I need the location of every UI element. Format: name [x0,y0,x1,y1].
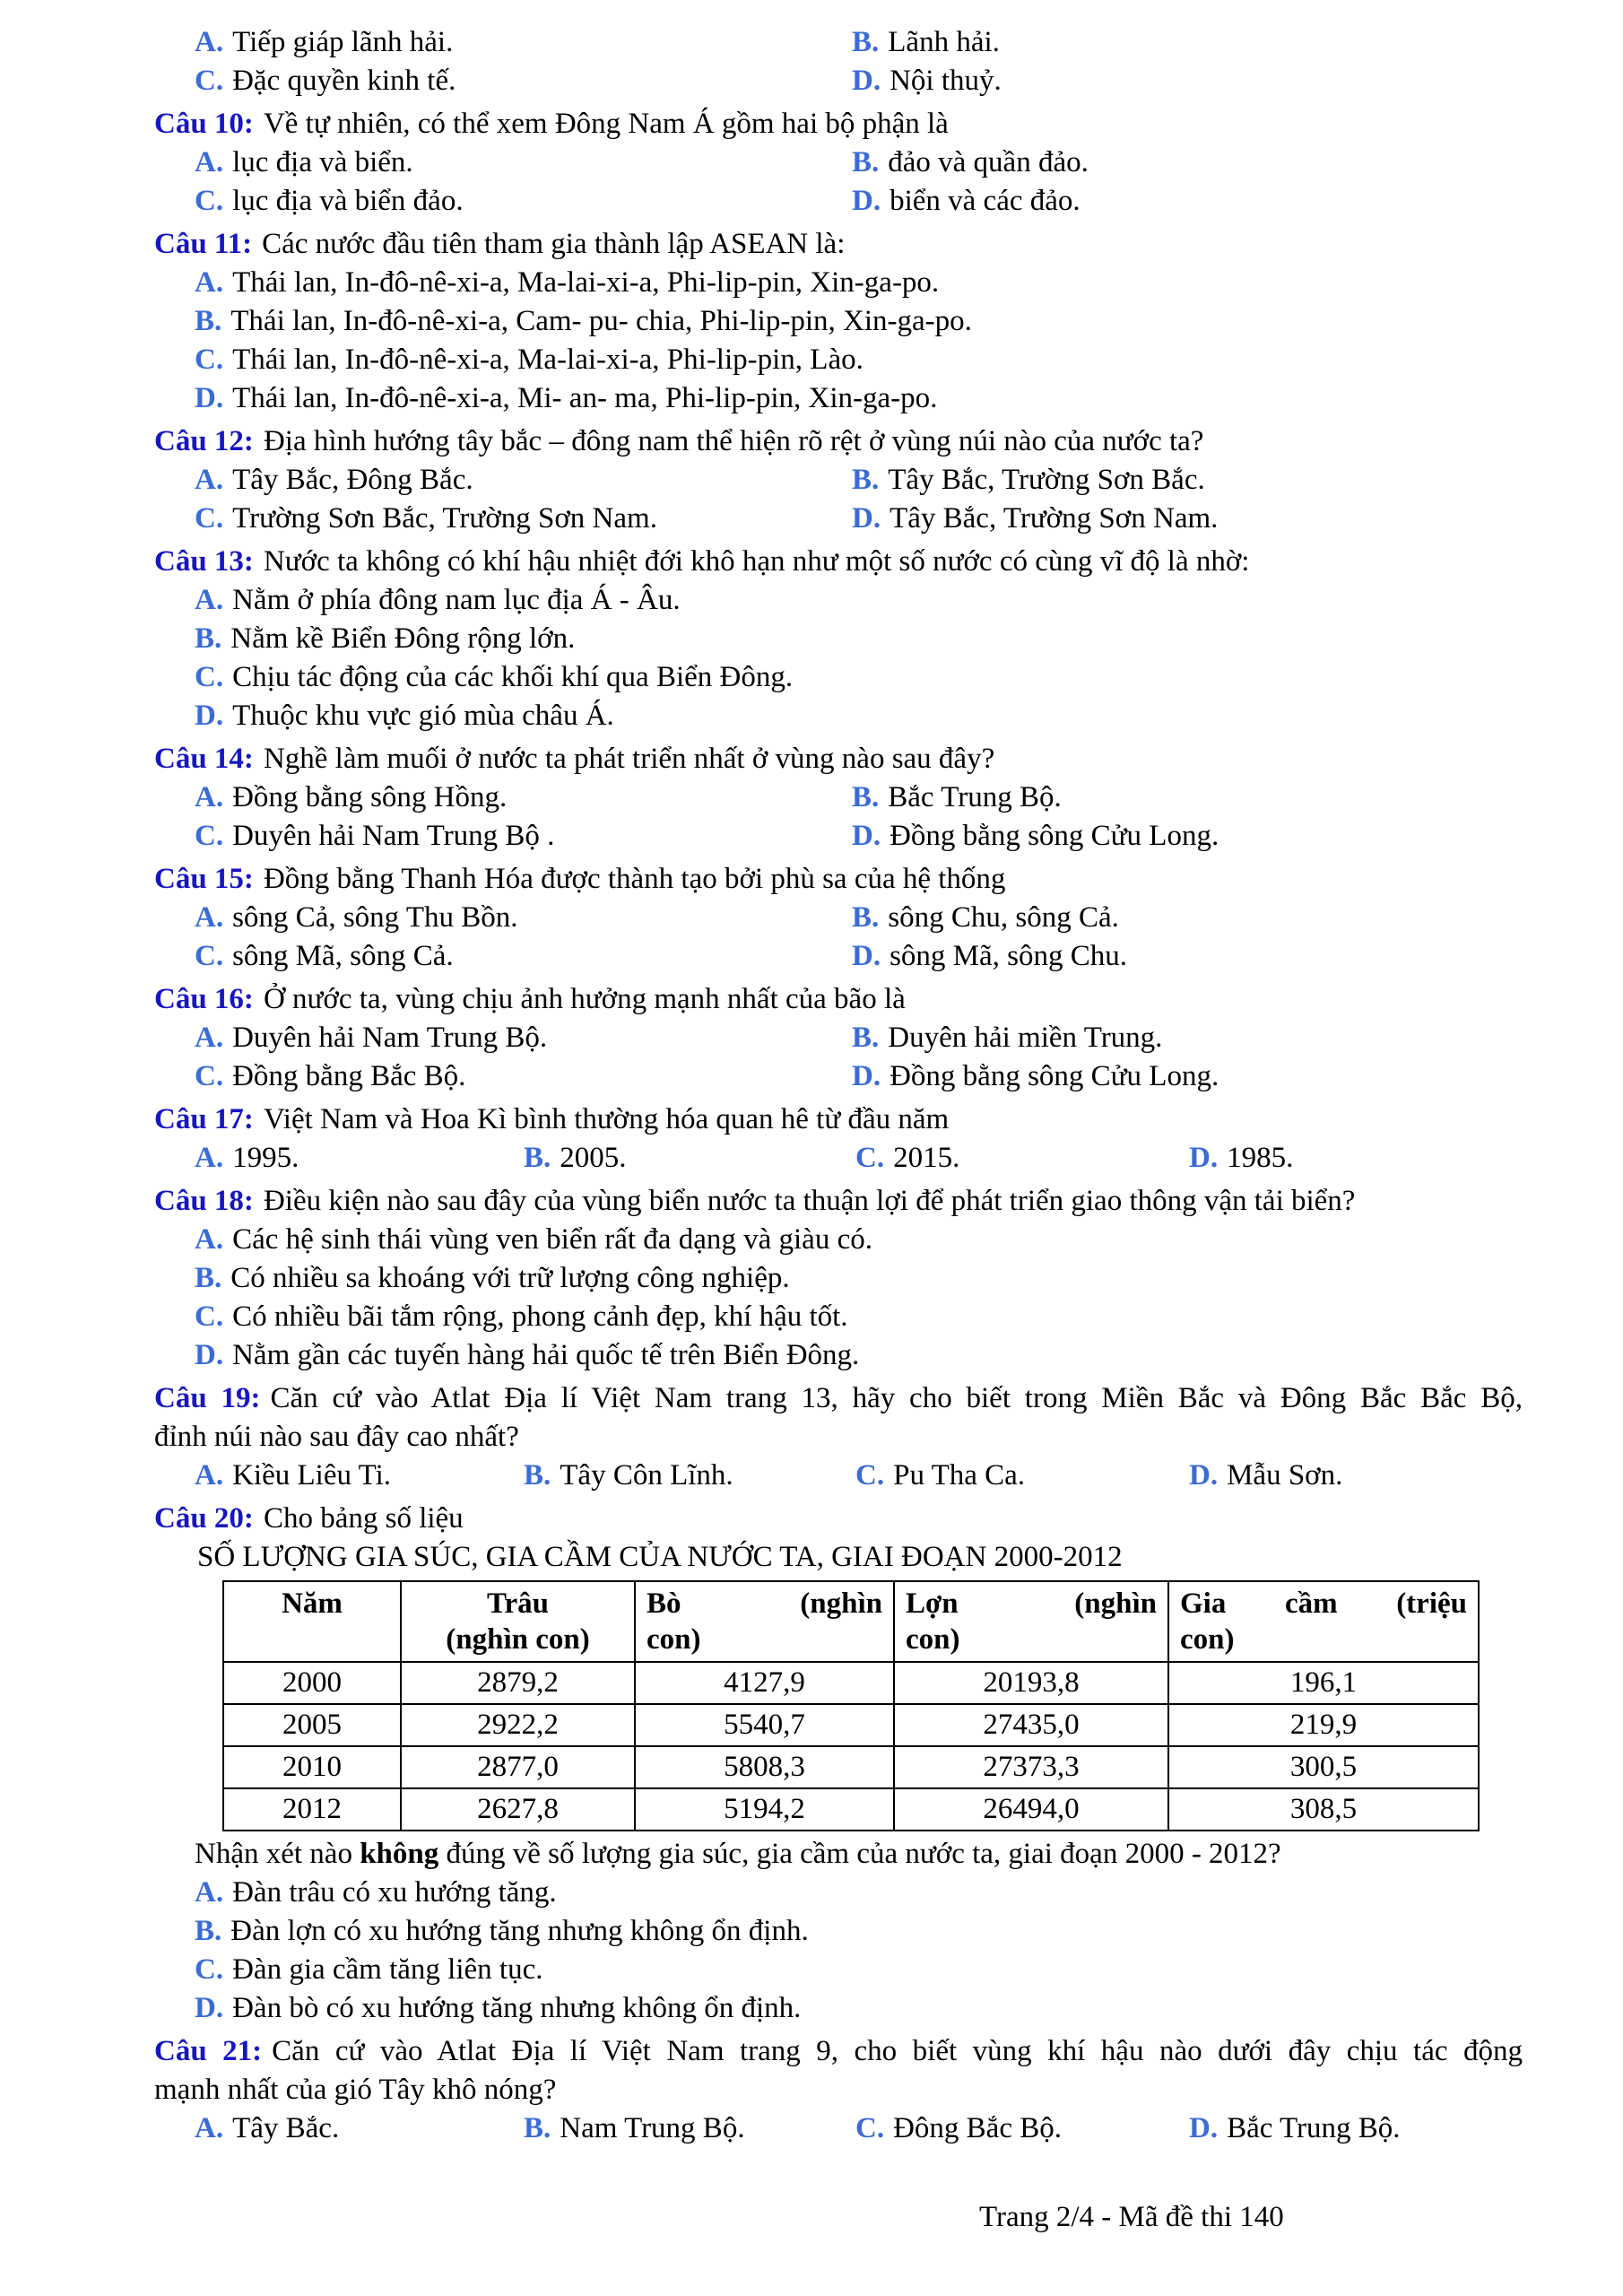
option-item [154,500,852,538]
table-cell: 2005 [223,1704,401,1746]
option-letter: C. [195,940,224,972]
option-text: Bắc Trung Bộ. [1227,2112,1401,2144]
option-item [154,461,852,500]
option-letter: D. [195,1992,224,2024]
table-cell: 2000 [223,1662,401,1704]
option-item [154,1298,1523,1336]
question-block [154,980,1523,1096]
option-item [154,899,852,937]
question-number: Câu 12: [154,425,254,457]
option-letter: D. [195,1339,224,1371]
option-item [154,620,1523,658]
option-text: Đồng bằng sông Hồng. [232,781,508,813]
table-header-cell [894,1581,1168,1662]
option-text: Đồng bằng sông Cửu Long. [890,820,1219,852]
question-stem [154,1500,1523,1538]
question-block [154,2032,1523,2148]
question-stem [154,980,1523,1019]
option-text: lục địa và biển đảo. [232,185,464,217]
option-letter: C. [195,344,224,376]
option-text: 1995. [232,1142,299,1174]
question-stem [154,422,1523,461]
table-title: SỐ LƯỢNG GIA SÚC, GIA CẦM CỦA NƯỚC TA, GIAI ĐOẠN 2000-2012 [197,1541,1123,1573]
option-item [154,697,1523,735]
option-item [852,899,1523,937]
question-stem-text: Nước ta không có khí hậu nhiệt đới khô hạn như một số nước có cùng vĩ độ là nhờ: [263,545,1250,578]
option-letter: D. [1189,1459,1219,1492]
option-text: Pu Tha Ca. [893,1459,1026,1492]
option-item [154,23,852,62]
question-block [154,23,1523,100]
options-group [154,1221,1523,1375]
question-stem-text: mạnh nhất của gió Tây khô nóng? [154,2074,557,2106]
option-letter: C. [195,185,224,217]
table-header-line: Lợn (nghìn [906,1587,1157,1620]
option-letter: B. [195,1915,222,1947]
option-text: Nội thuỷ. [890,65,1002,97]
option-item [154,379,1523,418]
option-letter: A. [195,584,224,616]
option-item [154,1951,1523,1989]
question-stem-text: Cho bảng số liệu [263,1502,464,1535]
option-text: Đồng bằng Bắc Bộ. [232,1060,466,1092]
note-text: đúng về số lượng gia súc, gia cầm của nước ta, giai đoạn 2000 - 2012? [438,1838,1281,1870]
option-letter: B. [524,1459,551,1492]
table-cell: 196,1 [1168,1662,1479,1704]
option-item [154,341,1523,379]
table-cell: 26494,0 [894,1788,1168,1831]
option-letter: C. [195,1060,224,1092]
option-text: Tiếp giáp lãnh hải. [232,26,454,58]
option-letter: A. [195,146,224,178]
table-cell: 5540,7 [635,1704,894,1746]
option-text: Nằm ở phía đông nam lục địa Á - Âu. [232,584,681,616]
option-letter: A. [195,901,224,934]
stem-line [154,2071,1523,2109]
question-number: Câu 11: [154,228,253,260]
option-letter: C. [855,2112,885,2144]
option-text: sông Cả, sông Thu Bồn. [232,901,518,934]
option-letter: C. [195,1300,224,1333]
table-cell: 308,5 [1168,1788,1479,1831]
options-group [154,1019,1523,1096]
table-cell: 2879,2 [401,1662,635,1704]
option-letter: D. [195,382,224,414]
question-block [154,105,1523,221]
note-bold-text: không [360,1838,439,1870]
stem-line [154,1379,1523,1418]
table-header-line: Bò (nghìn [647,1587,882,1620]
question-stem [154,2032,1523,2109]
question-number: Câu 17: [154,1103,254,1135]
option-text: Mẫu Sơn. [1227,1459,1343,1492]
table-header-cell [401,1581,635,1662]
question-block [154,543,1523,735]
option-text: Tây Bắc, Trường Sơn Bắc. [888,464,1205,496]
question-stem-text: Các nước đầu tiên tham gia thành lập ASEAN là: [262,228,846,260]
question-stem [154,1379,1523,1457]
option-item [154,817,852,856]
option-item [154,581,1523,620]
option-letter: B. [195,305,222,337]
table-header-line: Năm [282,1587,343,1620]
option-text: sông Mã, sông Chu. [890,940,1128,972]
table-cell: 2012 [223,1788,401,1831]
option-item [154,264,1523,302]
question-number: Câu 21: [154,2035,263,2067]
option-item [1189,1457,1523,1495]
question-number: Câu 14: [154,743,254,775]
option-letter: D. [852,1060,881,1092]
option-letter: C. [195,1953,224,1986]
option-item [154,62,852,100]
page-footer: Trang 2/4 - Mã đề thi 140 [979,2201,1284,2233]
option-text: Tây Bắc, Đông Bắc. [232,464,473,496]
option-item [524,2109,855,2148]
question-stem-text: Nghề làm muối ở nước ta phát triển nhất ở vùng nào sau đây? [263,743,995,775]
option-text: Duyên hải miền Trung. [888,1022,1163,1054]
question-block [154,1182,1523,1375]
question-block [154,1500,1523,2028]
option-letter: B. [852,901,880,934]
option-letter: D. [195,700,224,732]
question-stem [154,1182,1523,1221]
option-item [154,1457,524,1495]
options-group [154,1874,1523,2028]
table-header-cell [223,1581,401,1662]
option-text: Thái lan, In-đô-nê-xi-a, Ma-lai-xi-a, Phi-lip-pin, Lào. [232,344,864,376]
options-group [154,144,1523,221]
option-item [852,1019,1523,1057]
option-text: Đàn bò có xu hướng tăng nhưng không ổn định. [232,1992,802,2024]
option-text: Đàn trâu có xu hướng tăng. [232,1876,557,1909]
option-text: Đàn lợn có xu hướng tăng nhưng không ổn định. [230,1915,809,1947]
question-list [154,23,1523,2148]
option-letter: A. [195,464,224,496]
question-number: Câu 20: [154,1502,254,1535]
data-table [222,1580,1480,1831]
option-text: Tây Côn Lĩnh. [560,1459,733,1492]
option-letter: C. [195,820,224,852]
option-letter: C. [855,1142,885,1174]
question-stem-text: Căn cứ vào Atlat Địa lí Việt Nam trang 13, hãy cho biết trong Miền Bắc và Đông Bắc Bắc Bộ, [270,1382,1523,1414]
options-group [154,899,1523,976]
question-stem [154,740,1523,778]
table-cell: 27435,0 [894,1704,1168,1746]
option-item [154,1989,1523,2028]
option-letter: B. [852,1022,880,1054]
option-letter: D. [852,820,881,852]
question-number: Câu 16: [154,983,254,1015]
table-cell: 5808,3 [635,1746,894,1788]
question-stem [154,543,1523,581]
option-letter: D. [852,940,881,972]
option-text: Trường Sơn Bắc, Trường Sơn Nam. [232,502,657,535]
table-cell: 300,5 [1168,1746,1479,1788]
option-text: Chịu tác động của các khối khí qua Biển Đông. [232,661,794,693]
option-text: Nằm gần các tuyến hàng hải quốc tế trên Biển Đông. [232,1339,860,1371]
question-block [154,1379,1523,1495]
option-item [852,937,1523,976]
option-letter: B. [852,781,880,813]
option-letter: A. [195,2112,224,2144]
option-letter: B. [195,622,222,655]
question-stem-text: đỉnh núi nào sau đây cao nhất? [154,1421,519,1453]
question-block [154,225,1523,418]
table-cell: 219,9 [1168,1704,1479,1746]
table-header-line: (nghìn con) [446,1623,590,1656]
options-group [154,264,1523,418]
options-group [154,461,1523,538]
option-item [852,461,1523,500]
option-text: 1985. [1227,1142,1294,1174]
option-letter: A. [195,1223,224,1256]
option-letter: B. [195,1262,222,1294]
option-letter: B. [524,1142,551,1174]
table-cell: 20193,8 [894,1662,1168,1704]
option-letter: B. [524,2112,551,2144]
option-item [855,1457,1189,1495]
option-text: Có nhiều sa khoáng với trữ lượng công nghiệp. [230,1262,790,1294]
option-letter: D. [1189,2112,1219,2144]
options-group [154,1139,1523,1178]
option-letter: A. [195,1459,224,1492]
option-item [852,144,1523,182]
option-letter: D. [852,185,881,217]
option-text: Đàn gia cầm tăng liên tục. [232,1953,543,1986]
table-header-line: con) [906,1623,960,1656]
option-letter: A. [195,26,224,58]
option-item [154,1259,1523,1298]
question-stem [154,105,1523,144]
option-letter: A. [195,1022,224,1054]
option-text: Đông Bắc Bộ. [893,2112,1062,2144]
option-text: Có nhiều bãi tắm rộng, phong cảnh đẹp, khí hậu tốt. [232,1300,848,1333]
table-row [223,1704,1479,1746]
option-letter: C. [195,502,224,535]
option-item [154,937,852,976]
option-item [154,1874,1523,1912]
option-text: lục địa và biển. [232,146,413,178]
option-item [154,1912,1523,1951]
question-number: Câu 19: [154,1382,261,1414]
option-text: Tây Bắc. [232,2112,340,2144]
table-cell: 2010 [223,1746,401,1788]
option-item [852,500,1523,538]
question-stem-text: Đồng bằng Thanh Hóa được thành tạo bởi phù sa của hệ thống [263,863,1006,895]
option-item [154,2109,524,2148]
question-stem-text: Việt Nam và Hoa Kì bình thường hóa quan hê từ đầu năm [263,1103,950,1135]
question-number: Câu 18: [154,1185,254,1217]
table-note [154,1835,1523,1874]
option-item [1189,2109,1523,2148]
option-letter: A. [195,266,224,299]
question-block [154,422,1523,538]
options-group [154,1457,1523,1495]
option-letter: C. [195,661,224,693]
option-item [524,1139,855,1178]
option-item [852,817,1523,856]
option-letter: A. [195,1876,224,1909]
option-item [154,182,852,221]
question-stem [154,860,1523,899]
option-letter: A. [195,1142,224,1174]
option-item [852,62,1523,100]
option-text: Kiều Liêu Ti. [232,1459,392,1492]
options-group [154,23,1523,100]
question-stem-text: Điều kiện nào sau đây của vùng biển nước ta thuận lợi để phát triển giao thông vận tải biển? [263,1185,1356,1217]
option-text: Duyên hải Nam Trung Bộ. [232,1022,548,1054]
table-header-cell [1168,1581,1479,1662]
table-cell: 5194,2 [635,1788,894,1831]
option-letter: B. [852,464,880,496]
option-item [852,182,1523,221]
option-item [154,778,852,817]
option-item [855,2109,1189,2148]
option-item [154,658,1523,697]
option-letter: C. [195,65,224,97]
table-row [223,1788,1479,1831]
option-item [852,1057,1523,1096]
options-group [154,2109,1523,2148]
option-text: Bắc Trung Bộ. [888,781,1062,813]
option-item [154,1019,852,1057]
question-block [154,860,1523,976]
option-text: biển và các đảo. [890,185,1081,217]
option-text: Thái lan, In-đô-nê-xi-a, Mi- an- ma, Phi-lip-pin, Xin-ga-po. [232,382,938,414]
option-text: Thái lan, In-đô-nê-xi-a, Ma-lai-xi-a, Phi-lip-pin, Xin-ga-po. [232,266,940,299]
option-letter: D. [1189,1142,1219,1174]
option-text: 2015. [893,1142,960,1174]
question-number: Câu 15: [154,863,254,895]
question-stem-text: Địa hình hướng tây bắc – đông nam thể hiện rõ rệt ở vùng núi nào của nước ta? [263,425,1204,457]
option-text: Tây Bắc, Trường Sơn Nam. [890,502,1219,535]
table-cell: 27373,3 [894,1746,1168,1788]
option-item [154,1336,1523,1375]
question-block [154,1100,1523,1178]
option-letter: B. [852,146,880,178]
option-text: Thái lan, In-đô-nê-xi-a, Cam- pu- chia, Phi-lip-pin, Xin-ga-po. [230,305,972,337]
option-text: Các hệ sinh thái vùng ven biển rất đa dạng và giàu có. [232,1223,872,1256]
stem-line [154,2032,1523,2071]
option-item [154,302,1523,341]
option-text: Lãnh hải. [888,26,1000,58]
question-stem-text: Về tự nhiên, có thể xem Đông Nam Á gồm hai bộ phận là [263,108,949,140]
option-letter: D. [852,502,881,535]
option-text: sông Chu, sông Cả. [888,901,1119,934]
table-cell: 2877,0 [401,1746,635,1788]
option-text: Duyên hải Nam Trung Bộ . [232,820,555,852]
option-text: sông Mã, sông Cả. [232,940,454,972]
note-text: Nhận xét nào [195,1838,360,1870]
table-row [223,1662,1479,1704]
option-letter: B. [852,26,880,58]
option-letter: D. [852,65,881,97]
option-letter: C. [855,1459,885,1492]
option-item [524,1457,855,1495]
options-group [154,778,1523,856]
option-letter: A. [195,781,224,813]
option-item [154,1057,852,1096]
question-number: Câu 10: [154,108,254,140]
table-header-line: con) [1180,1623,1235,1656]
table-cell: 2922,2 [401,1704,635,1746]
option-item [1189,1139,1523,1178]
question-stem [154,225,1523,264]
option-text: Thuộc khu vực gió mùa châu Á. [232,700,614,732]
option-item [852,23,1523,62]
option-item [154,1221,1523,1259]
option-text: Nằm kề Biển Đông rộng lớn. [230,622,576,655]
question-stem-text: Căn cứ vào Atlat Địa lí Việt Nam trang 9, cho biết vùng khí hậu nào dưới đây chịu tác động [272,2035,1523,2067]
option-text: Nam Trung Bộ. [560,2112,745,2144]
table-header-line: con) [647,1623,701,1656]
table-header-line: Gia cầm (triệu [1180,1587,1467,1620]
question-block [154,740,1523,856]
question-stem-text: Ở nước ta, vùng chịu ảnh hưởng mạnh nhất của bão là [263,983,906,1015]
option-text: đảo và quần đảo. [888,146,1089,178]
stem-line [154,1418,1523,1457]
table-cell: 2627,8 [401,1788,635,1831]
option-text: 2005. [560,1142,627,1174]
table-cell: 4127,9 [635,1662,894,1704]
question-number: Câu 13: [154,545,254,578]
option-item [154,144,852,182]
table-row [223,1746,1479,1788]
option-item [855,1139,1189,1178]
table-header-row [223,1581,1479,1662]
option-text: Đồng bằng sông Cửu Long. [890,1060,1219,1092]
option-text: Đặc quyền kinh tế. [232,65,456,97]
option-item [154,1139,524,1178]
table-header-cell [635,1581,894,1662]
option-item [852,778,1523,817]
question-stem [154,1100,1523,1139]
options-group [154,581,1523,735]
table-header-line: Trâu [486,1587,550,1620]
